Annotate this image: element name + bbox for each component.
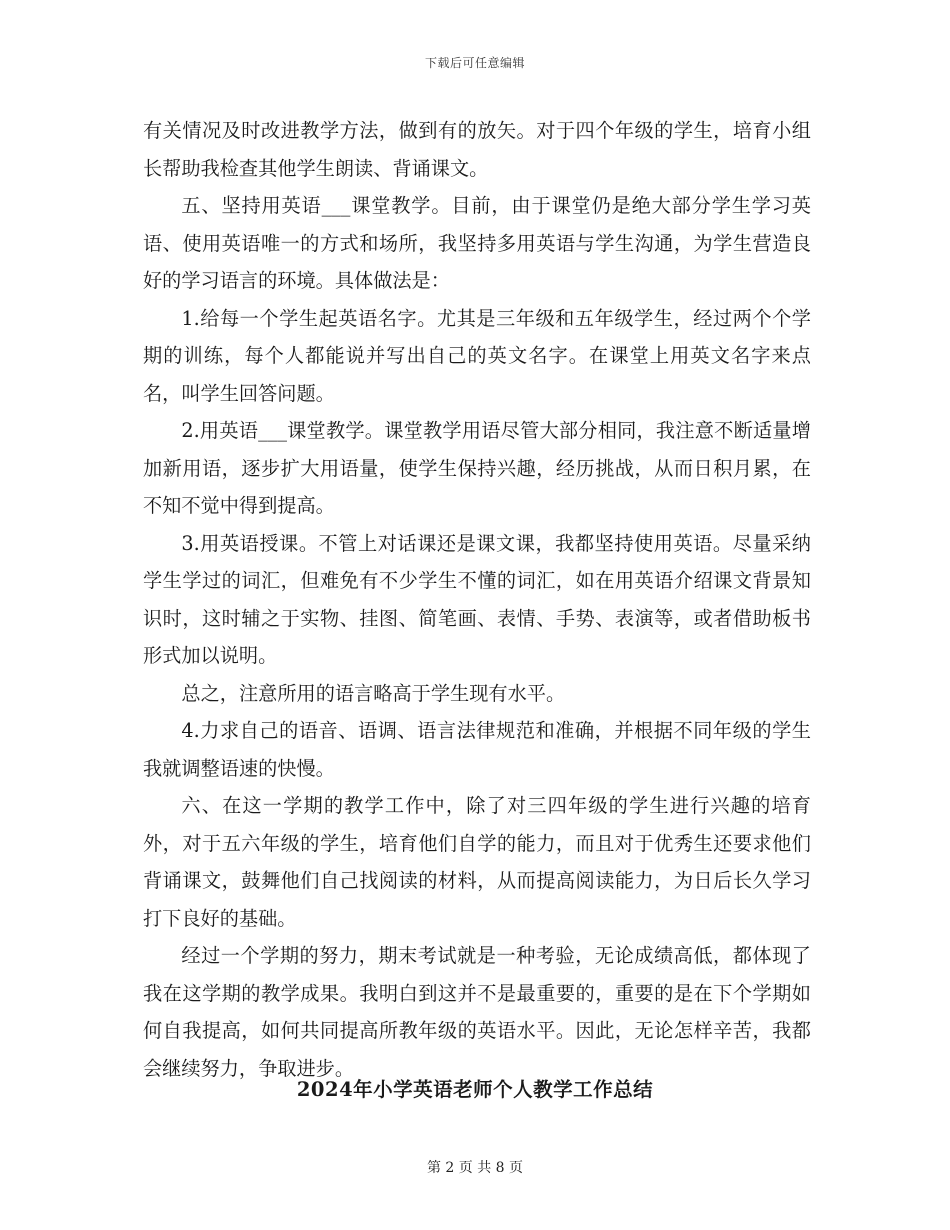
paragraph-summary: 总之，注意所用的语言略高于学生现有水平。: [181, 681, 566, 705]
paragraph-section-5: 五、坚持用英语___课堂教学。目前，由于课堂仍是绝大部分学生学习英语、使用英语唯一的方式和场所，我坚持多用英语与学生沟通，为学生营造良好的学习语言的环境。具体做法是：: [143, 194, 811, 292]
paragraph-conclusion: 经过一个学期的努力，期末考试就是一种考验，无论成绩高低，都体现了我在这学期的教学成果。我明白到这并不是最重要的，重要的是在下个学期如何自我提高，如何共同提高所教年级的英语水平。因此，无论怎样辛苦，我都会继续努力，争取进步。: [143, 944, 811, 1080]
page-number: 第 2 页 共 8 页: [426, 1160, 524, 1176]
document-body: [143, 112, 811, 1087]
header-note: 下载后可任意编辑: [424, 56, 525, 70]
document-title: 2024年小学英语老师个人教学工作总结: [296, 1078, 654, 1101]
paragraph-item-4: 4.力求自己的语音、语调、语言法律规范和准确，并根据不同年级的学生我就调整语速的快慢。: [143, 719, 811, 780]
paragraph-item-1: 1.给每一个学生起英语名字。尤其是三年级和五年级学生，经过两个个学期的训练，每个人都能说并写出自己的英文名字。在课堂上用英文名字来点名，叫学生回答问题。: [143, 306, 811, 405]
paragraph-section-6: 六、在这一学期的教学工作中，除了对三四年级的学生进行兴趣的培育外，对于五六年级的学生，培育他们自学的能力，而且对于优秀生还要求他们背诵课文，鼓舞他们自己找阅读的材料，从而提高阅读能力，为日后长久学习打下良好的基础。: [143, 794, 811, 930]
paragraph-item-2: 2.用英语___课堂教学。课堂教学用语尽管大部分相同，我注意不断适量增加新用语，逐步扩大用语量，使学生保持兴趣，经历挑战，从而日积月累，在不知不觉中得到提高。: [143, 419, 811, 517]
paragraph-continuation: 有关情况及时改进教学方法，做到有的放矢。对于四个年级的学生，培育小组长帮助我检查其他学生朗读、背诵课文。: [143, 119, 811, 180]
paragraph-item-3: 3.用英语授课。不管上对话课还是课文课，我都坚持使用英语。尽量采纳学生学过的词汇，但难免有不少学生不懂的词汇，如在用英语介绍课文背景知识时，这时辅之于实物、挂图、简笔画、表情、手势、表演等，或者借助板书形式加以说明。: [143, 531, 811, 667]
